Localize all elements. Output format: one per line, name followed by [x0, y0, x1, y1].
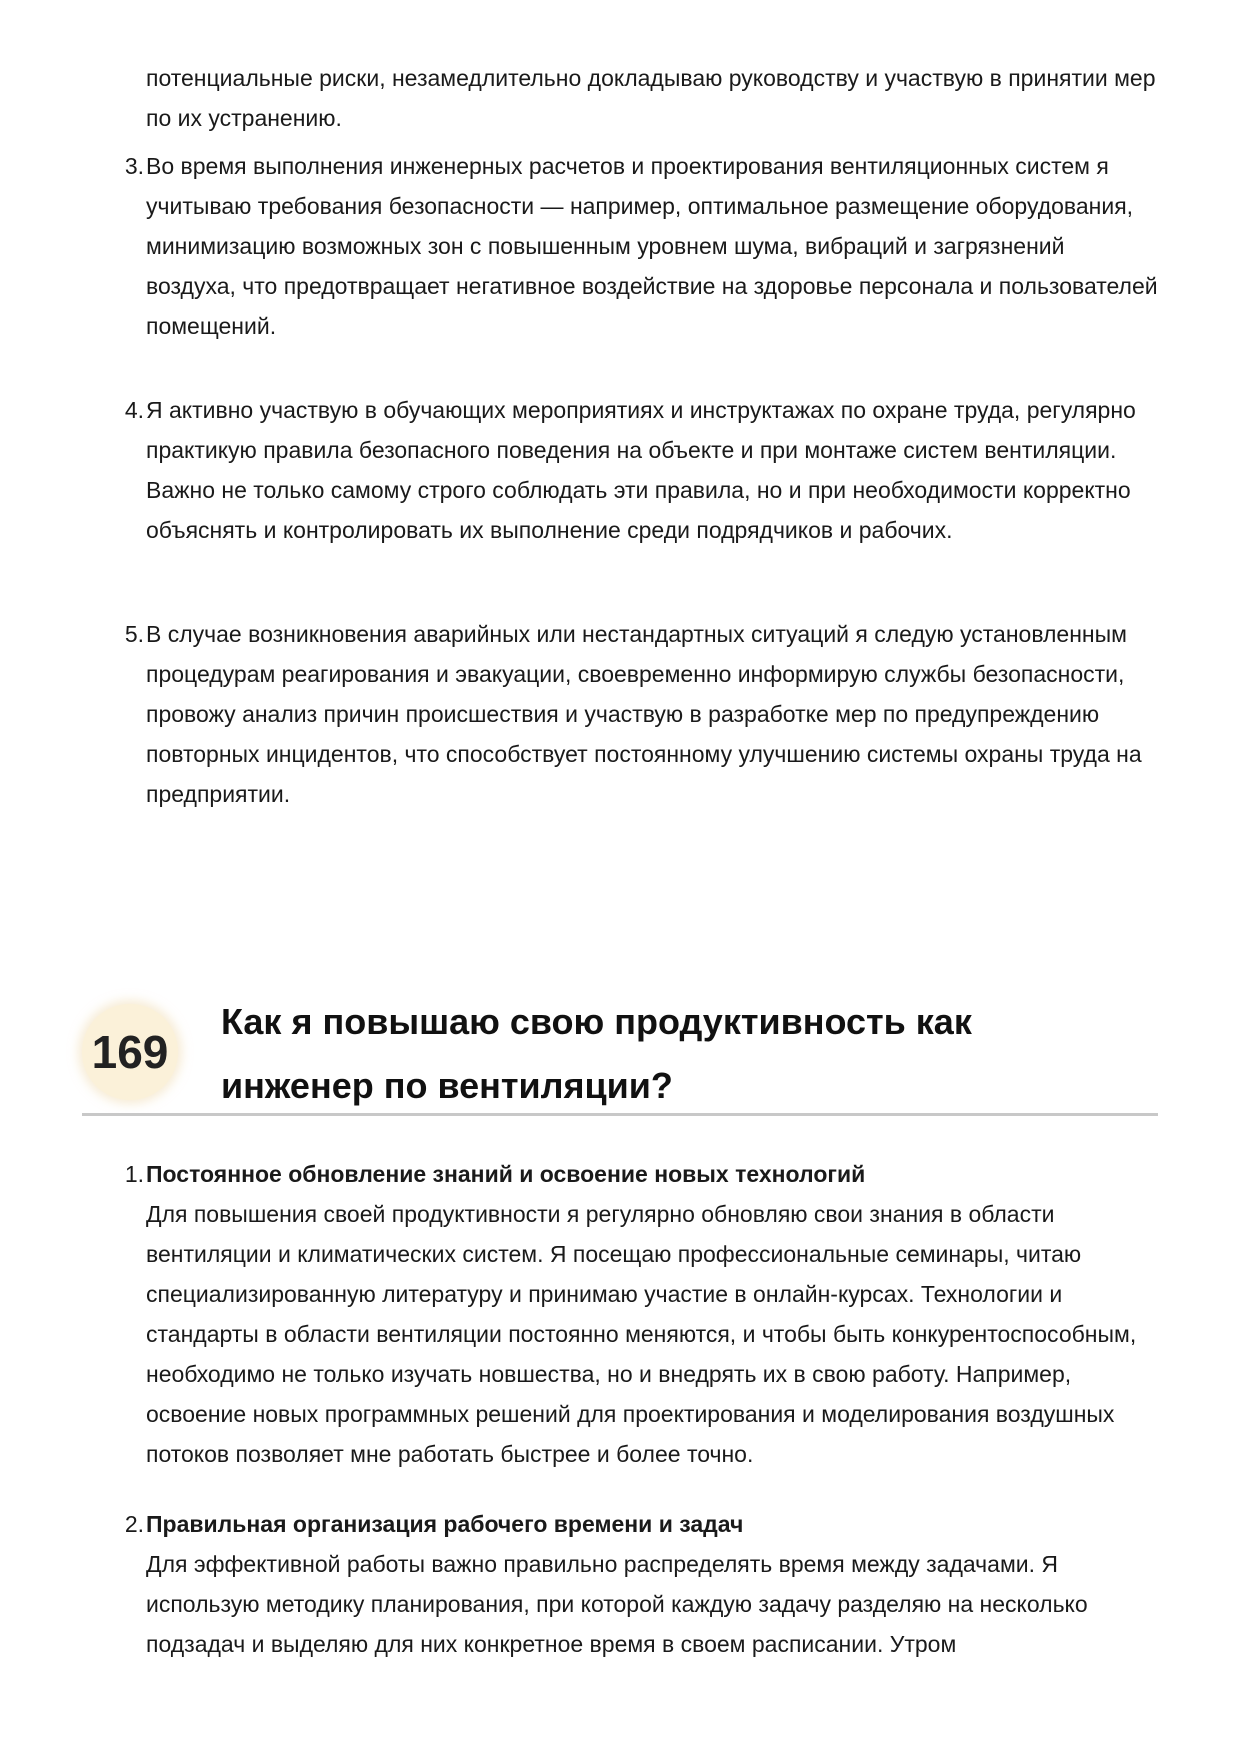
list-item — [124, 614, 1158, 814]
list-item-title: Правильная организация рабочего времени и задач — [146, 1511, 744, 1537]
list-item-number: 5. — [124, 621, 144, 647]
list-item — [124, 1504, 1158, 1664]
list-item-text: В случае возникновения аварийных или нестандартных ситуаций я следую установленным процедурам реагирования и эвакуации, своевременно информирую службы безопасности, провожу анализ причин происшествия и участвую в разработке мер по предупреждению повторных инцидентов, что способствует постоянному улучшению системы охраны труда на предприятии. — [146, 621, 1142, 807]
list-item-text: Во время выполнения инженерных расчетов и проектирования вентиляционных систем я учитываю требования безопасности — например, оптимальное размещение оборудования, минимизацию возможных зон с повышенным уровнем шума, вибраций и загрязнений воздуха, что предотвращает негативное воздействие на здоровье персонала и пользователей помещений. — [146, 153, 1158, 339]
question-number-badge: 169 — [82, 1004, 178, 1100]
list-item-number: 3. — [124, 153, 144, 179]
heading-divider — [82, 1113, 1158, 1116]
section-heading — [221, 990, 1121, 1118]
list-item — [124, 390, 1158, 550]
list-item-number: 1. — [124, 1161, 144, 1187]
list-item-number: 2. — [124, 1511, 144, 1537]
list-item-text: Для повышения своей продуктивности я регулярно обновляю свои знания в области вентиляции и климатических систем. Я посещаю профессиональные семинары, читаю специализированную литературу и принимаю участие в онлайн-курсах. Технологии и стандарты в области вентиляции постоянно меняются, и чтобы быть конкурентоспособным, необходимо не только изучать новшества, но и внедрять их в свою работу. Например, освоение новых программных решений для проектирования и моделирования воздушных потоков позволяет мне работать быстрее и более точно. — [146, 1201, 1137, 1467]
list-item — [124, 1154, 1158, 1474]
list-item-text: Для эффективной работы важно правильно распределять время между задачами. Я использую методику планирования, при которой каждую задачу разделяю на несколько подзадач и выделяю для них конкретное время в своем расписании. Утром — [146, 1551, 1088, 1657]
list-item — [124, 146, 1158, 346]
list-item-title: Постоянное обновление знаний и освоение новых технологий — [146, 1161, 866, 1187]
list-item-continuation: потенциальные риски, незамедлительно докладываю руководству и участвую в принятии мер по их устранению. — [146, 65, 1156, 131]
list-item-text: Я активно участвую в обучающих мероприятиях и инструктажах по охране труда, регулярно практикую правила безопасного поведения на объекте и при монтаже систем вентиляции. Важно не только самому строго соблюдать эти правила, но и при необходимости корректно объяснять и контролировать их выполнение среди подрядчиков и рабочих. — [146, 397, 1136, 543]
section-heading-line-2: инженер по вентиляции? — [221, 1065, 673, 1106]
section-heading-line-1: Как я повышаю свою продуктивность как — [221, 1001, 972, 1042]
list-item-number: 4. — [124, 397, 144, 423]
